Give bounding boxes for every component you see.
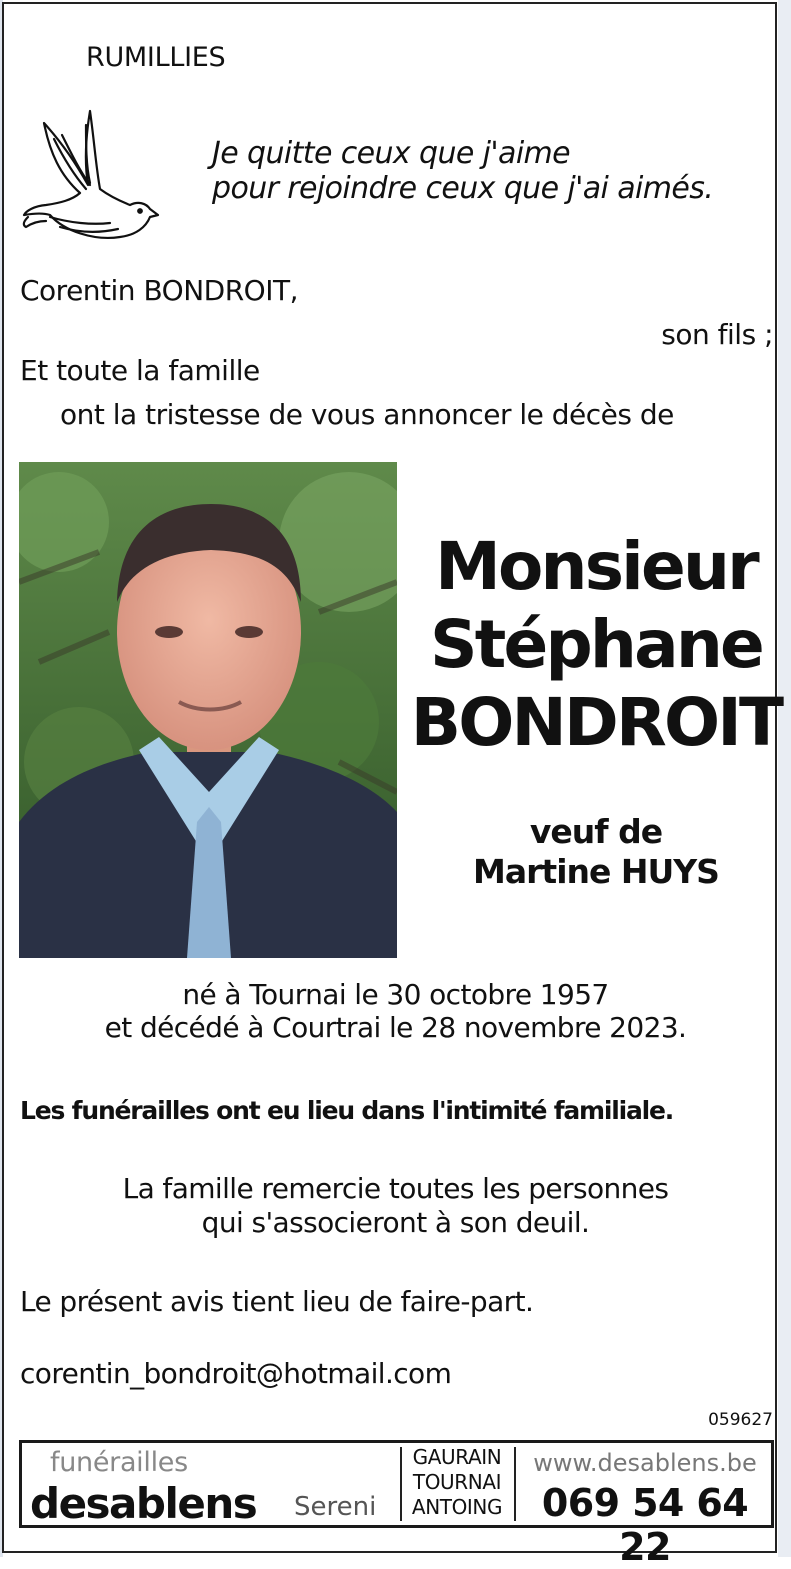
family-member-name: Corentin BONDROIT, <box>20 274 298 307</box>
life-dates <box>0 978 791 1044</box>
thanks-line-2: qui s'associeront à son deuil. <box>201 1206 590 1239</box>
town-antoing: ANTOING <box>411 1495 503 1519</box>
funeral-home-banner <box>19 1440 774 1569</box>
widow-info <box>400 812 791 892</box>
quote-line-1: Je quitte ceux que j'aime <box>212 136 571 171</box>
deceased-first-name: Stéphane <box>430 606 762 683</box>
thanks <box>0 1172 791 1240</box>
locality: RUMILLIES <box>86 42 226 73</box>
portrait-photo <box>19 462 397 958</box>
family-member-relation: son fils ; <box>661 318 773 351</box>
funeral-home-brand: desablens <box>30 1479 257 1528</box>
family-all: Et toute la famille <box>20 354 260 387</box>
quote <box>212 136 713 206</box>
deceased-name <box>400 528 791 762</box>
deceased-last-name: BONDROIT <box>410 684 782 761</box>
reference-number: 059627 <box>708 1410 773 1430</box>
town-gaurain: GAURAIN <box>412 1445 502 1469</box>
birth-info: né à Tournai le 30 octobre 1957 <box>182 978 609 1011</box>
funeral-home-towns <box>402 1445 512 1520</box>
funeral-home-sereni: Sereni <box>294 1492 377 1522</box>
widow-label: veuf de <box>529 812 663 851</box>
town-tournai: TOURNAI <box>412 1470 502 1494</box>
page-right-edge <box>778 0 791 1557</box>
dove-icon <box>20 105 160 250</box>
deceased-title: Monsieur <box>435 528 757 605</box>
contact-email[interactable]: corentin_bondroit@hotmail.com <box>20 1357 452 1390</box>
funeral-home-tagline: funérailles <box>50 1447 188 1478</box>
funeral-home-phone[interactable]: 069 54 64 22 <box>541 1481 749 1569</box>
notice-statement: Le présent avis tient lieu de faire-part. <box>20 1285 534 1318</box>
spouse-name: Martine HUYS <box>473 852 719 891</box>
quote-line-2: pour rejoindre ceux que j'ai aimés. <box>212 171 714 206</box>
funeral-home-website[interactable]: www.desablens.be <box>533 1449 757 1477</box>
thanks-line-1: La famille remercie toutes les personnes <box>122 1172 669 1205</box>
funeral-info: Les funérailles ont eu lieu dans l'intimité familiale. <box>20 1096 674 1125</box>
announcement: ont la tristesse de vous annoncer le décès de <box>60 398 674 431</box>
death-info: et décédé à Courtrai le 28 novembre 2023. <box>104 1011 687 1044</box>
